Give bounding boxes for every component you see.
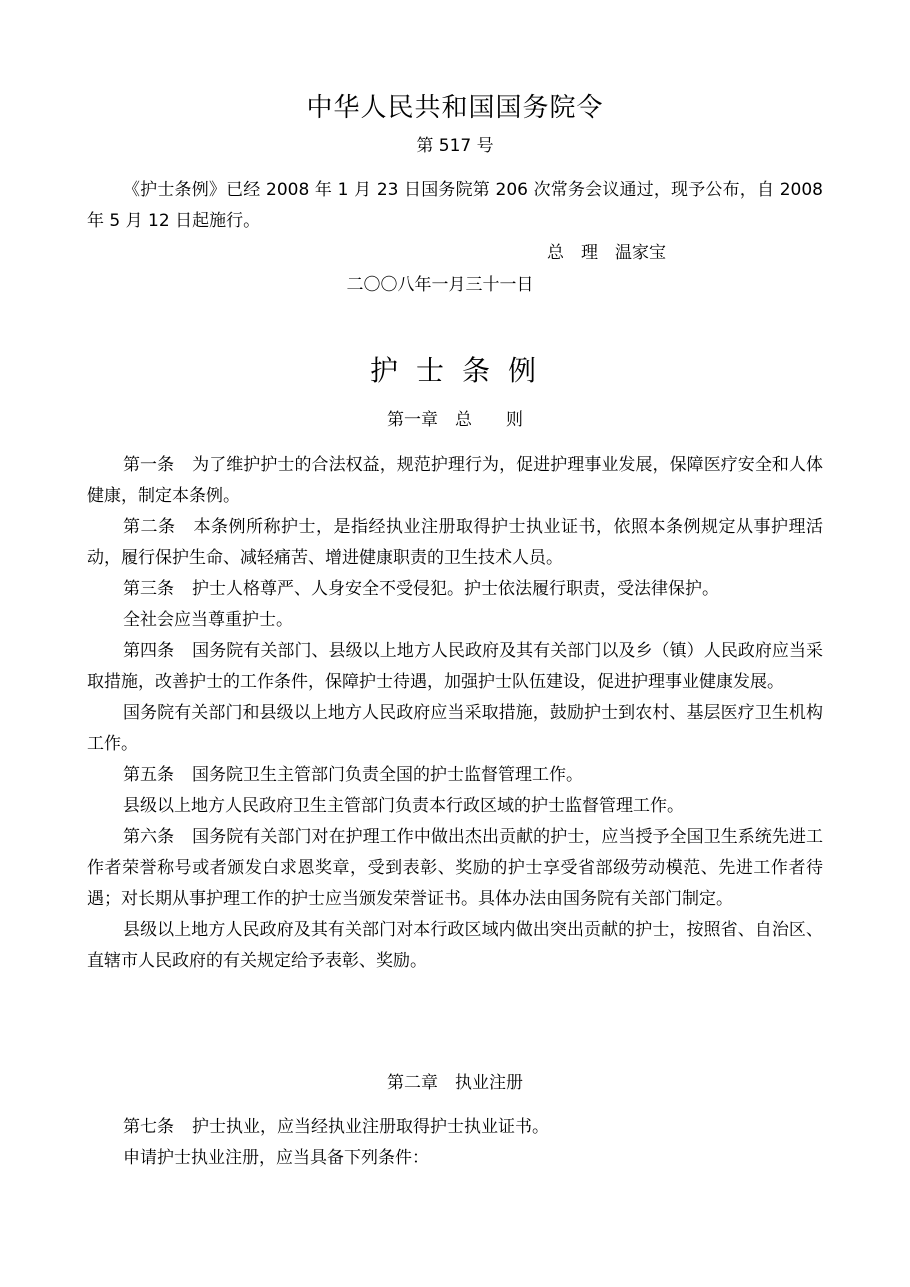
article-number: 第五条: [123, 765, 174, 785]
paragraph: [87, 512, 823, 574]
article-text: 全社会应当尊重护士。: [123, 610, 293, 630]
decree-date: 二〇〇八年一月三十一日: [346, 275, 534, 295]
paragraph: [87, 760, 823, 791]
paragraph: [87, 1112, 823, 1143]
article-text: 护士人格尊严、人身安全不受侵犯。护士依法履行职责，受法律保护。: [192, 579, 719, 599]
article-number: 第七条: [123, 1117, 174, 1137]
article-number: 第一条: [123, 455, 175, 475]
paragraph: [87, 698, 823, 760]
article-text: 本条例所称护士，是指经执业注册取得护士执业证书，依照本条例规定从事护理活动，履行保护生命、减轻痛苦、增进健康职责的卫生技术人员。: [87, 517, 823, 568]
chapter-1-heading: 第一章 总 则: [387, 410, 523, 430]
article-text: 国务院有关部门和县级以上地方人民政府应当采取措施，鼓励护士到农村、基层医疗卫生机构工作。: [87, 703, 823, 754]
decree-title: 中华人民共和国国务院令: [306, 93, 604, 123]
article-text: 国务院有关部门、县级以上地方人民政府及其有关部门以及乡（镇）人民政府应当采取措施，改善护士的工作条件，保障护士待遇，加强护士队伍建设，促进护理事业健康发展。: [87, 641, 824, 692]
decree-number: 第 517 号: [416, 136, 494, 156]
paragraph: [87, 605, 823, 636]
paragraph: [87, 1143, 823, 1174]
article-number: 第二条: [123, 517, 176, 537]
promulgation-text: 《护士条例》已经 2008 年 1 月 23 日国务院第 206 次常务会议通过，现予公布，自 2008 年 5 月 12 日起施行。: [87, 180, 823, 231]
article-text: 护士执业，应当经执业注册取得护士执业证书。: [192, 1117, 549, 1137]
paragraph: [87, 915, 823, 977]
signatory: 总 理 温家宝: [547, 243, 666, 263]
paragraph: [87, 450, 823, 512]
chapter-2-heading: 第二章 执业注册: [387, 1073, 523, 1093]
article-text: 国务院卫生主管部门负责全国的护士监督管理工作。: [192, 765, 583, 785]
article-text: 县级以上地方人民政府卫生主管部门负责本行政区域的护士监督管理工作。: [123, 796, 684, 816]
paragraph: [87, 574, 823, 605]
regulation-title: 护士条例: [369, 354, 554, 387]
paragraph: [87, 636, 823, 698]
article-number: 第六条: [123, 827, 175, 847]
chapter-2-body: [87, 1112, 823, 1174]
article-text: 国务院有关部门对在护理工作中做出杰出贡献的护士，应当授予全国卫生系统先进工作者荣誉称号或者颁发白求恩奖章，受到表彰、奖励的护士享受省部级劳动模范、先进工作者待遇；对长期从事护理工作的护士应当颁发荣誉证书。具体办法由国务院有关部门制定。: [87, 827, 824, 909]
article-text: 县级以上地方人民政府及其有关部门对本行政区域内做出突出贡献的护士，按照省、自治区、直辖市人民政府的有关规定给予表彰、奖励。: [87, 920, 823, 971]
article-number: 第三条: [123, 579, 174, 599]
article-text: 为了维护护士的合法权益，规范护理行为，促进护理事业发展，保障医疗安全和人体健康，制定本条例。: [87, 455, 824, 506]
paragraph: [87, 822, 823, 915]
chapter-1-body: [87, 450, 823, 977]
paragraph: [87, 791, 823, 822]
article-text: 申请护士执业注册，应当具备下列条件：: [123, 1148, 429, 1168]
article-number: 第四条: [123, 641, 175, 661]
